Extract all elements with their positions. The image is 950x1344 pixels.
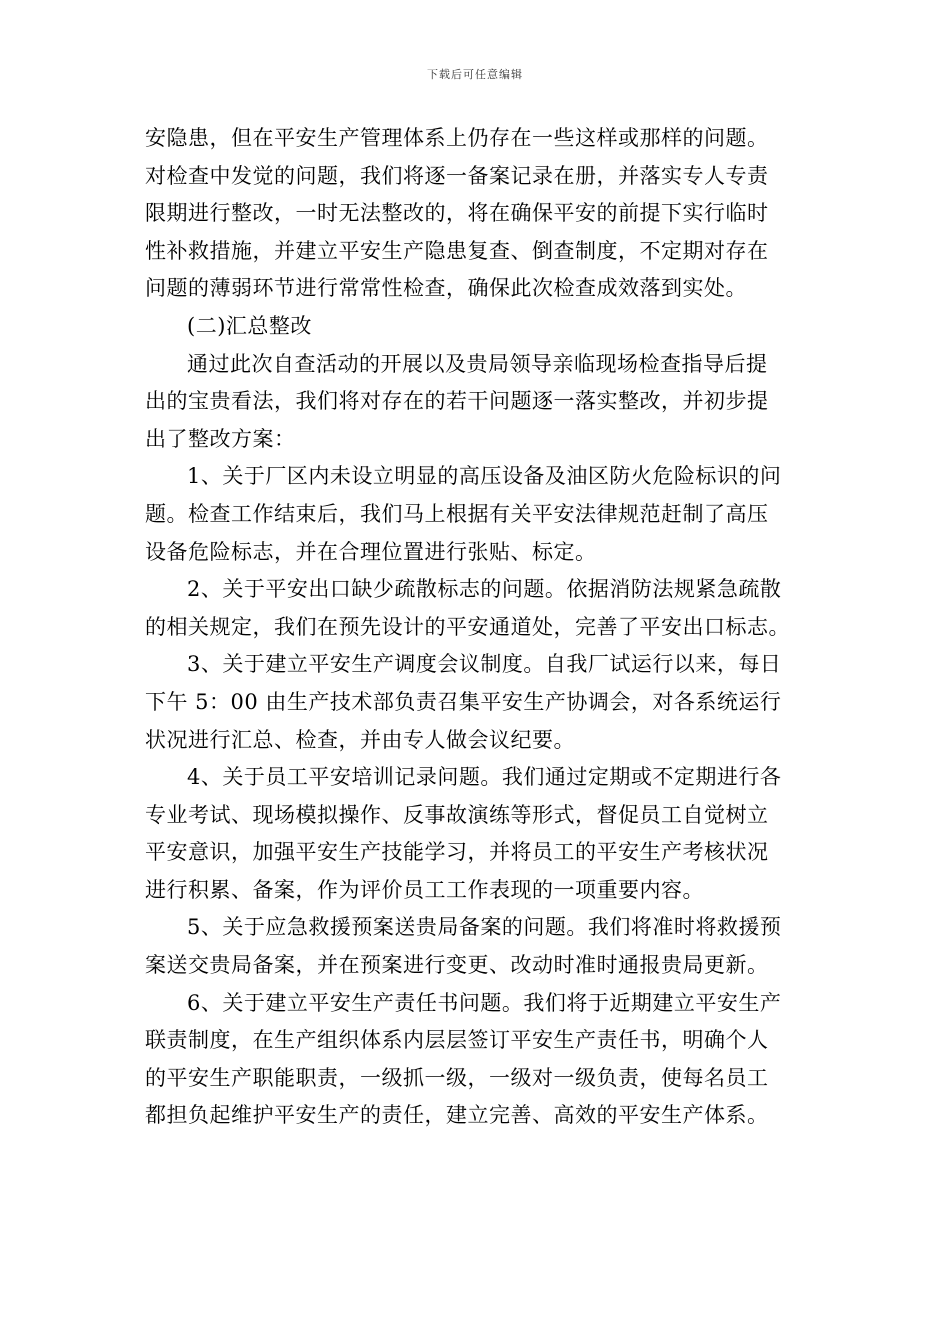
text-line: 3、关于建立平安生产调度会议制度。自我厂试运行以来，每日 [187,652,782,677]
text-line: 状况进行汇总、检查，并由专人做会议纪要。 [145,727,575,752]
text-line: 对检查中发觉的问题，我们将逐一备案记录在册，并落实专人专责 [145,163,769,188]
text-line: 问题的薄弱环节进行常常性检查，确保此次检查成效落到实处。 [145,276,747,301]
text-line: 下午 5：00 由生产技术部负责召集平安生产协调会，对各系统运行 [145,689,782,714]
text-line: 性补救措施，并建立平安生产隐患复查、倒查制度，不定期对存在 [145,238,769,263]
page-header: 下载后可任意编辑 [427,68,523,81]
text-line: 专业考试、现场模拟操作、反事故演练等形式，督促员工自觉树立 [145,802,769,827]
text-line: 出的宝贵看法，我们将对存在的若干问题逐一落实整改，并初步提 [145,389,769,414]
document-body [145,120,807,1135]
text-line: 进行积累、备案，作为评价员工工作表现的一项重要内容。 [145,877,704,902]
text-line: 1、关于厂区内未设立明显的高压设备及油区防火危险标识的问 [187,464,782,489]
text-line: 5、关于应急救援预案送贵局备案的问题。我们将准时将救援预 [187,915,782,940]
text-line: 的平安生产职能职责，一级抓一级，一级对一级负责，使每名员工 [145,1065,769,1090]
text-line: 4、关于员工平安培训记录问题。我们通过定期或不定期进行各 [187,765,782,790]
text-line: (二)汇总整改 [187,313,312,338]
text-line: 6、关于建立平安生产责任书问题。我们将于近期建立平安生产 [187,990,782,1015]
text-line: 的相关规定，我们在预先设计的平安通道处，完善了平安出口标志。 [145,614,790,639]
text-line: 联责制度，在生产组织体系内层层签订平安生产责任书，明确个人 [145,1028,769,1053]
text-line: 安隐患，但在平安生产管理体系上仍存在一些这样或那样的问题。 [145,126,769,150]
text-line: 限期进行整改，一时无法整改的，将在确保平安的前提下实行临时 [145,201,769,226]
text-line: 都担负起维护平安生产的责任，建立完善、高效的平安生产体系。 [145,1103,769,1128]
text-line: 平安意识，加强平安生产技能学习，并将员工的平安生产考核状况 [145,840,769,865]
text-line: 出了整改方案： [145,426,296,451]
text-line: 2、关于平安出口缺少疏散标志的问题。依据消防法规紧急疏散 [187,577,782,602]
text-line: 题。检查工作结束后，我们马上根据有关平安法律规范赶制了高压 [145,501,769,526]
text-line: 设备危险标志，并在合理位置进行张贴、标定。 [145,539,597,564]
text-line: 通过此次自查活动的开展以及贵局领导亲临现场检查指导后提 [187,351,768,376]
text-line: 案送交贵局备案，并在预案进行变更、改动时准时通报贵局更新。 [145,953,769,978]
